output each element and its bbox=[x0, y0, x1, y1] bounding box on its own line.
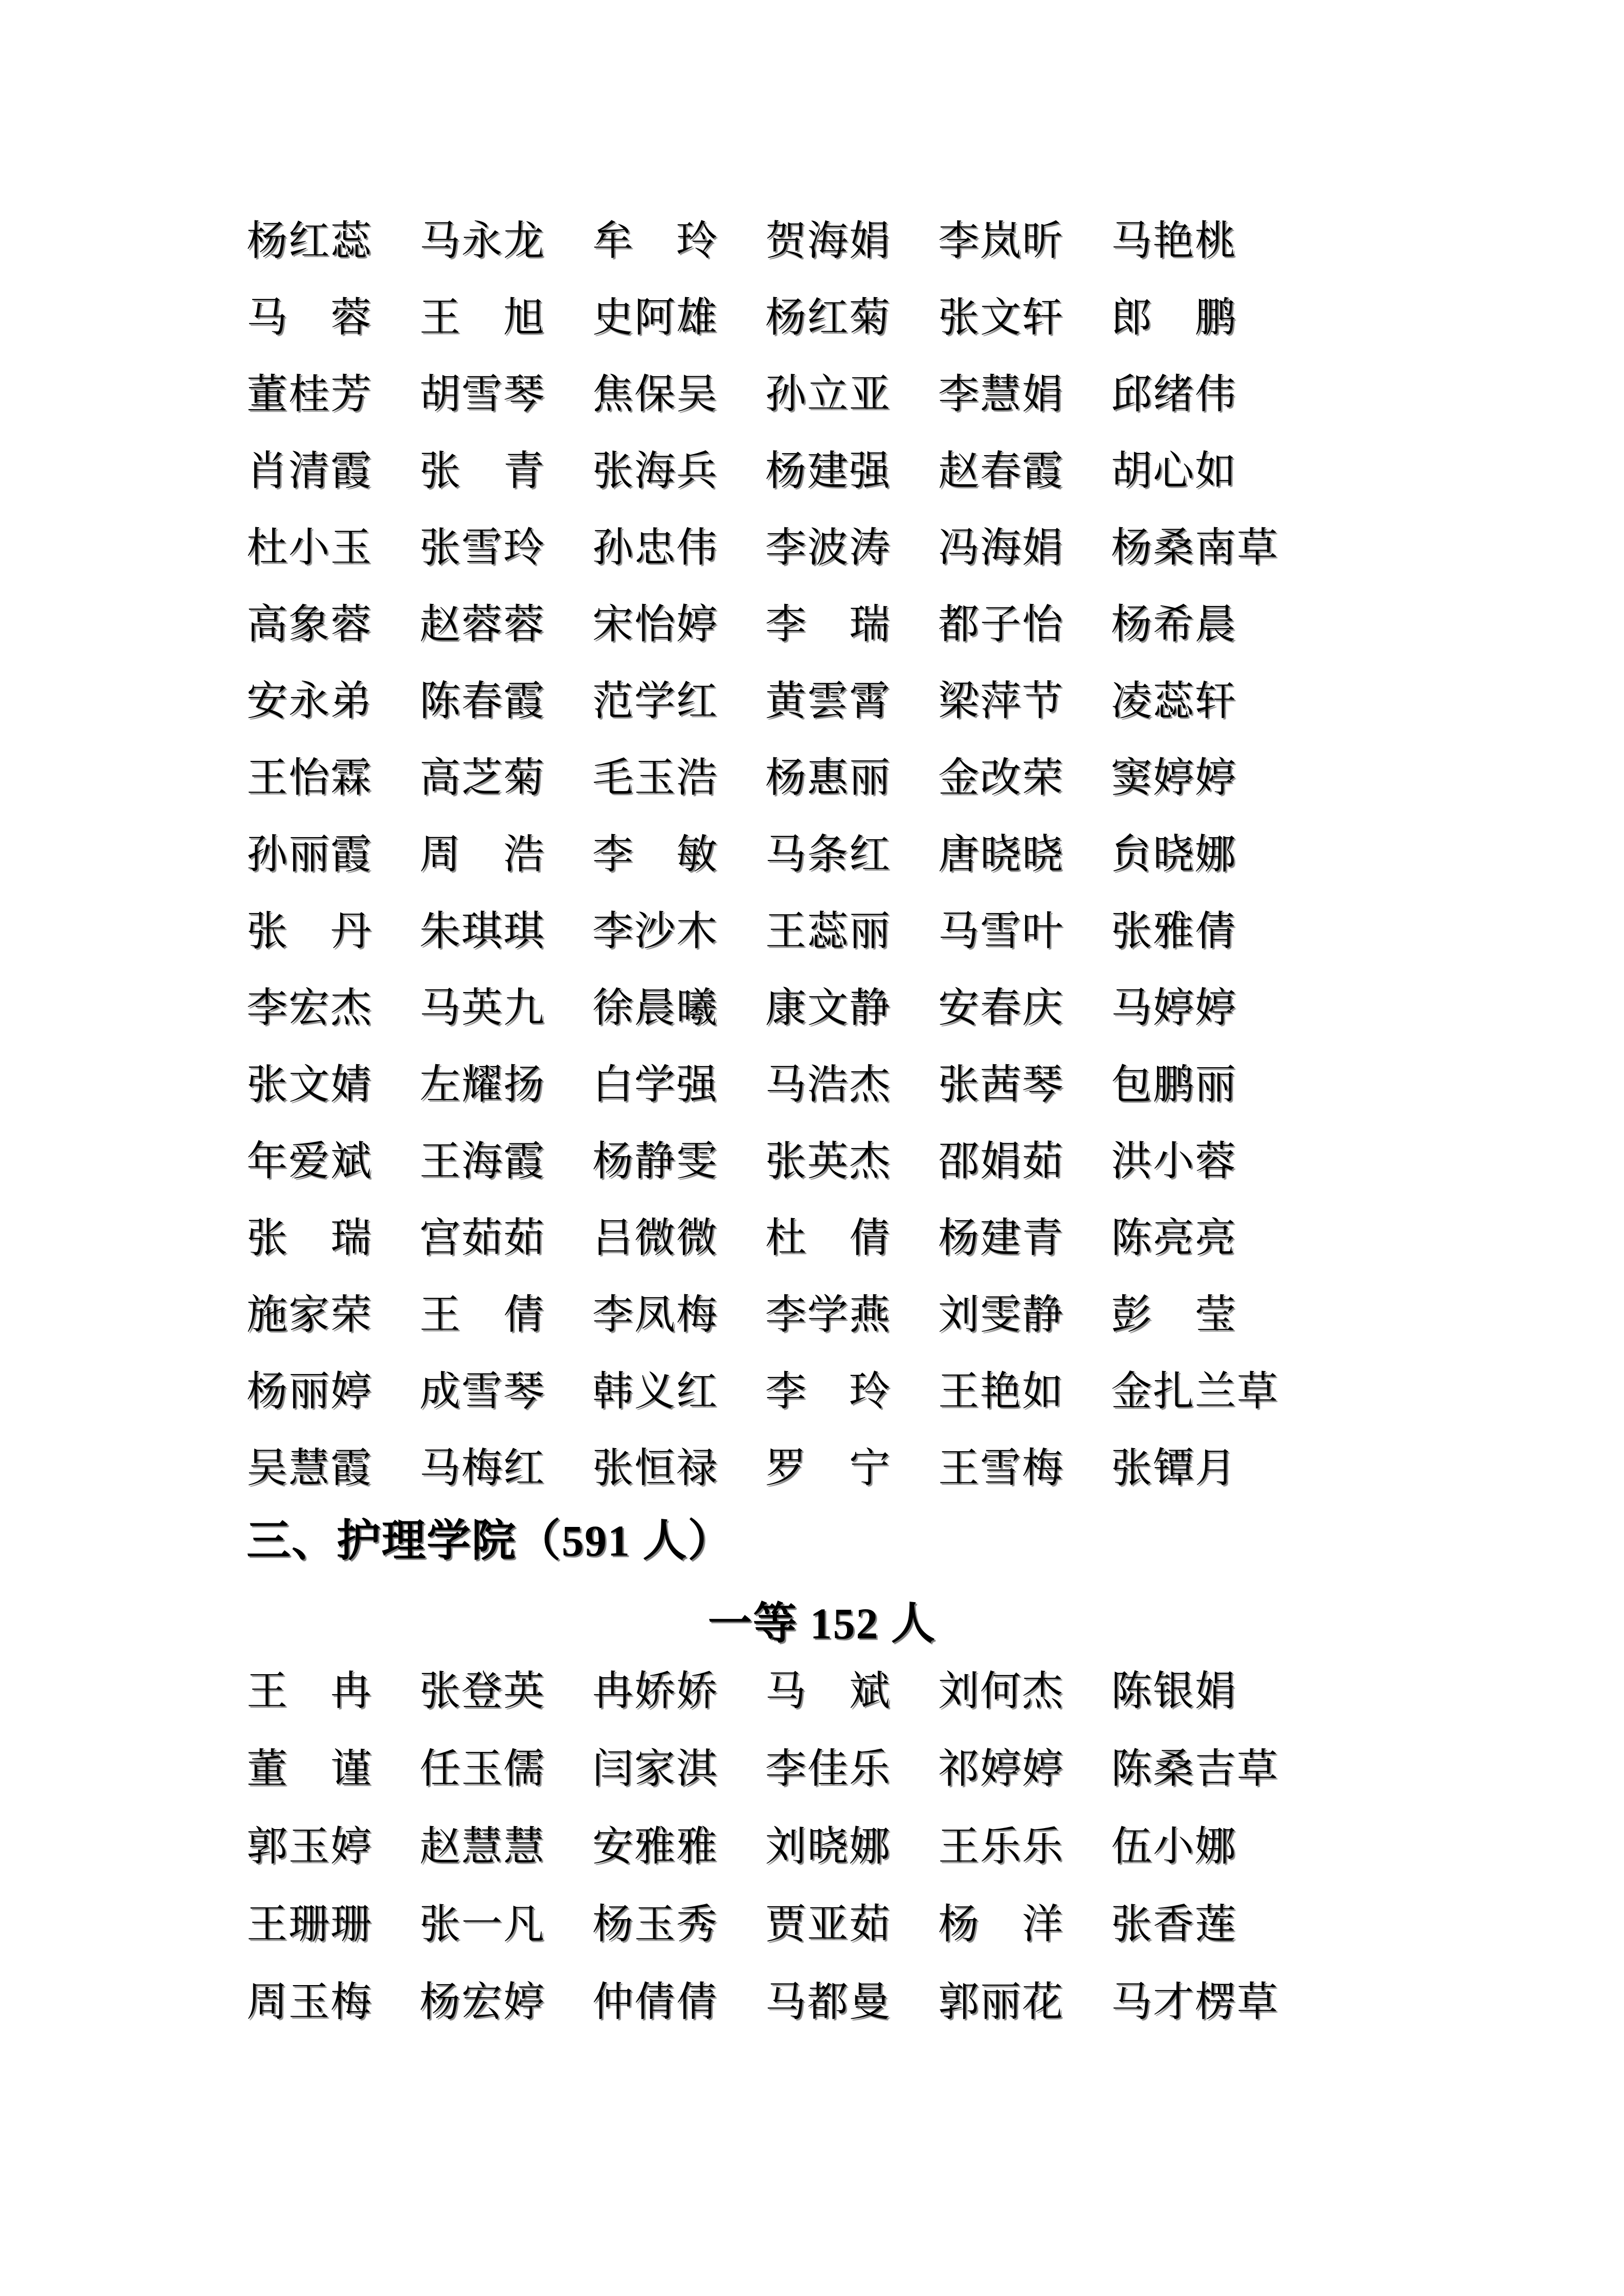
name-cell bbox=[938, 603, 1111, 680]
name-cell bbox=[419, 297, 592, 373]
name-cell bbox=[765, 1981, 938, 2058]
name-cell bbox=[765, 527, 938, 603]
student-name: 王 冉 bbox=[247, 1669, 372, 1714]
name-cell bbox=[592, 680, 765, 757]
name-cell bbox=[1111, 1981, 1284, 2058]
name-cell bbox=[1111, 1748, 1284, 1825]
name-cell bbox=[592, 1903, 765, 1980]
grade-subheading: 一等 152 人 bbox=[708, 1599, 936, 1648]
student-name: 杨静雯 bbox=[592, 1139, 718, 1184]
student-name: 陈桑吉草 bbox=[1111, 1747, 1279, 1792]
student-name: 杨红菊 bbox=[765, 296, 891, 341]
student-name: 马英九 bbox=[419, 986, 545, 1031]
student-name: 闫家淇 bbox=[592, 1747, 718, 1792]
name-cell bbox=[247, 1370, 419, 1447]
name-cell bbox=[419, 1981, 592, 2058]
student-name: 赵蓉蓉 bbox=[419, 602, 545, 647]
name-cell bbox=[938, 757, 1111, 834]
name-cell bbox=[419, 1670, 592, 1747]
student-name: 高象蓉 bbox=[247, 602, 372, 647]
name-cell bbox=[247, 834, 419, 910]
name-cell bbox=[247, 297, 419, 373]
name-cell bbox=[247, 527, 419, 603]
student-name: 张香莲 bbox=[1111, 1902, 1237, 1947]
student-name: 孙忠伟 bbox=[592, 526, 718, 571]
student-name: 刘雯静 bbox=[938, 1293, 1064, 1338]
student-name: 杜 倩 bbox=[765, 1216, 891, 1261]
student-name: 祁婷婷 bbox=[938, 1747, 1064, 1792]
name-cell bbox=[592, 450, 765, 527]
student-name: 肖清霞 bbox=[247, 449, 372, 494]
name-cell bbox=[592, 757, 765, 834]
student-name: 金改荣 bbox=[938, 756, 1064, 801]
name-grid-top bbox=[247, 220, 1284, 1524]
student-name: 张恒禄 bbox=[592, 1446, 718, 1491]
name-cell bbox=[765, 1903, 938, 1980]
name-cell bbox=[938, 450, 1111, 527]
student-name: 韩义红 bbox=[592, 1369, 718, 1414]
student-name: 张英杰 bbox=[765, 1139, 891, 1184]
student-name: 年爱斌 bbox=[247, 1139, 372, 1184]
student-name: 马条红 bbox=[765, 832, 891, 877]
student-name: 任玉儒 bbox=[419, 1747, 545, 1792]
student-name: 金扎兰草 bbox=[1111, 1369, 1279, 1414]
student-name: 都子怡 bbox=[938, 602, 1064, 647]
student-name: 胡雪琴 bbox=[419, 372, 545, 417]
name-cell bbox=[1111, 603, 1284, 680]
name-cell bbox=[419, 910, 592, 987]
name-cell bbox=[1111, 987, 1284, 1064]
student-name: 王乐乐 bbox=[938, 1825, 1064, 1870]
student-name: 李岚昕 bbox=[938, 219, 1064, 264]
student-name: 王 倩 bbox=[419, 1293, 545, 1338]
student-name: 李 玲 bbox=[765, 1369, 891, 1414]
student-name: 张 青 bbox=[419, 449, 545, 494]
name-cell bbox=[419, 1064, 592, 1140]
name-cell bbox=[247, 1447, 419, 1524]
student-name: 马雪叶 bbox=[938, 909, 1064, 954]
student-name: 吕微微 bbox=[592, 1216, 718, 1261]
name-cell bbox=[247, 910, 419, 987]
student-name: 陈亮亮 bbox=[1111, 1216, 1237, 1261]
student-name: 李学燕 bbox=[765, 1293, 891, 1338]
student-name: 牟 玲 bbox=[592, 219, 718, 264]
name-cell bbox=[938, 1981, 1111, 2058]
name-cell bbox=[1111, 1370, 1284, 1447]
student-name: 张 丹 bbox=[247, 909, 372, 954]
student-name: 贺海娟 bbox=[765, 219, 891, 264]
name-cell bbox=[247, 1217, 419, 1294]
student-name: 杨惠丽 bbox=[765, 756, 891, 801]
student-name: 孙立亚 bbox=[765, 372, 891, 417]
name-cell bbox=[247, 220, 419, 297]
student-name: 杨希晨 bbox=[1111, 602, 1237, 647]
name-cell bbox=[419, 220, 592, 297]
name-cell bbox=[592, 603, 765, 680]
student-name: 康文静 bbox=[765, 986, 891, 1031]
name-cell bbox=[592, 834, 765, 910]
name-cell bbox=[765, 603, 938, 680]
name-cell bbox=[765, 1447, 938, 1524]
student-name: 李 敏 bbox=[592, 832, 718, 877]
student-name: 陈春霞 bbox=[419, 679, 545, 724]
name-cell bbox=[247, 1670, 419, 1747]
name-cell bbox=[247, 1903, 419, 1980]
student-name: 黄雲霄 bbox=[765, 679, 891, 724]
student-name: 仲倩倩 bbox=[592, 1980, 718, 2025]
name-cell bbox=[938, 1826, 1111, 1902]
student-name: 刘晓娜 bbox=[765, 1825, 891, 1870]
student-name: 宫茹茹 bbox=[419, 1216, 545, 1261]
student-name: 成雪琴 bbox=[419, 1369, 545, 1414]
student-name: 冉娇娇 bbox=[592, 1669, 718, 1714]
name-cell bbox=[247, 1981, 419, 2058]
student-name: 马永龙 bbox=[419, 219, 545, 264]
student-name: 洪小蓉 bbox=[1111, 1139, 1237, 1184]
name-cell bbox=[1111, 1064, 1284, 1140]
name-cell bbox=[247, 1826, 419, 1902]
student-name: 杨 洋 bbox=[938, 1902, 1064, 1947]
name-cell bbox=[419, 1294, 592, 1370]
student-name: 马 斌 bbox=[765, 1669, 891, 1714]
name-cell bbox=[419, 1217, 592, 1294]
student-name: 马浩杰 bbox=[765, 1063, 891, 1108]
student-name: 张一凡 bbox=[419, 1902, 545, 1947]
student-name: 杨红蕊 bbox=[247, 219, 372, 264]
student-name: 王蕊丽 bbox=[765, 909, 891, 954]
name-cell bbox=[765, 680, 938, 757]
name-cell bbox=[592, 1981, 765, 2058]
name-cell bbox=[938, 834, 1111, 910]
name-cell bbox=[592, 1217, 765, 1294]
name-cell bbox=[247, 987, 419, 1064]
student-name: 焦保吴 bbox=[592, 372, 718, 417]
name-cell bbox=[765, 1670, 938, 1747]
student-name: 朱琪琪 bbox=[419, 909, 545, 954]
name-cell bbox=[938, 1370, 1111, 1447]
student-name: 杨建强 bbox=[765, 449, 891, 494]
name-cell bbox=[1111, 1294, 1284, 1370]
name-cell bbox=[938, 987, 1111, 1064]
student-name: 贠晓娜 bbox=[1111, 832, 1237, 877]
student-name: 马梅红 bbox=[419, 1446, 545, 1491]
name-cell bbox=[247, 1064, 419, 1140]
name-cell bbox=[419, 834, 592, 910]
name-cell bbox=[419, 1748, 592, 1825]
name-cell bbox=[765, 373, 938, 450]
student-name: 马才楞草 bbox=[1111, 1980, 1279, 2025]
name-cell bbox=[1111, 1826, 1284, 1902]
name-cell bbox=[765, 1826, 938, 1902]
student-name: 高芝菊 bbox=[419, 756, 545, 801]
student-name: 刘何杰 bbox=[938, 1669, 1064, 1714]
student-name: 李凤梅 bbox=[592, 1293, 718, 1338]
student-name: 马都曼 bbox=[765, 1980, 891, 2025]
name-cell bbox=[938, 527, 1111, 603]
name-cell bbox=[765, 1217, 938, 1294]
name-cell bbox=[1111, 1217, 1284, 1294]
student-name: 张文轩 bbox=[938, 296, 1064, 341]
name-cell bbox=[247, 680, 419, 757]
name-cell bbox=[1111, 1903, 1284, 1980]
name-cell bbox=[938, 910, 1111, 987]
name-cell bbox=[1111, 910, 1284, 987]
student-name: 郭玉婷 bbox=[247, 1825, 372, 1870]
name-cell bbox=[247, 1748, 419, 1825]
section-heading: 三、护理学院（591 人） bbox=[247, 1516, 733, 1565]
student-name: 左耀扬 bbox=[419, 1063, 545, 1108]
student-name: 邵娟茹 bbox=[938, 1139, 1064, 1184]
student-name: 董 谨 bbox=[247, 1747, 372, 1792]
name-cell bbox=[765, 1748, 938, 1825]
name-cell bbox=[938, 1447, 1111, 1524]
name-cell bbox=[419, 1826, 592, 1902]
name-cell bbox=[419, 987, 592, 1064]
name-cell bbox=[1111, 527, 1284, 603]
student-name: 徐晨曦 bbox=[592, 986, 718, 1031]
name-cell bbox=[419, 527, 592, 603]
student-name: 唐晓晓 bbox=[938, 832, 1064, 877]
name-cell bbox=[1111, 834, 1284, 910]
student-name: 王怡霖 bbox=[247, 756, 372, 801]
name-cell bbox=[247, 1294, 419, 1370]
name-cell bbox=[1111, 680, 1284, 757]
name-cell bbox=[592, 987, 765, 1064]
name-cell bbox=[938, 1294, 1111, 1370]
student-name: 吴慧霞 bbox=[247, 1446, 372, 1491]
student-name: 赵春霞 bbox=[938, 449, 1064, 494]
student-name: 安雅雅 bbox=[592, 1825, 718, 1870]
name-cell bbox=[1111, 297, 1284, 373]
name-cell bbox=[765, 910, 938, 987]
name-cell bbox=[247, 450, 419, 527]
student-name: 张雪玲 bbox=[419, 526, 545, 571]
student-name: 李宏杰 bbox=[247, 986, 372, 1031]
name-cell bbox=[765, 1140, 938, 1217]
name-cell bbox=[592, 373, 765, 450]
name-cell bbox=[592, 1064, 765, 1140]
student-name: 施家荣 bbox=[247, 1293, 372, 1338]
student-name: 郭丽花 bbox=[938, 1980, 1064, 2025]
student-name: 周玉梅 bbox=[247, 1980, 372, 2025]
student-name: 李波涛 bbox=[765, 526, 891, 571]
name-cell bbox=[765, 1294, 938, 1370]
name-cell bbox=[592, 1294, 765, 1370]
name-cell bbox=[592, 1748, 765, 1825]
name-cell bbox=[938, 1670, 1111, 1747]
student-name: 窦婷婷 bbox=[1111, 756, 1237, 801]
student-name: 周 浩 bbox=[419, 832, 545, 877]
student-name: 王雪梅 bbox=[938, 1446, 1064, 1491]
name-cell bbox=[938, 1064, 1111, 1140]
name-cell bbox=[1111, 757, 1284, 834]
name-cell bbox=[592, 1447, 765, 1524]
student-name: 胡心如 bbox=[1111, 449, 1237, 494]
name-cell bbox=[938, 1217, 1111, 1294]
student-name: 李沙木 bbox=[592, 909, 718, 954]
student-name: 史阿雄 bbox=[592, 296, 718, 341]
student-name: 马 蓉 bbox=[247, 296, 372, 341]
student-name: 毛玉浩 bbox=[592, 756, 718, 801]
student-name: 张 瑞 bbox=[247, 1216, 372, 1261]
name-cell bbox=[592, 220, 765, 297]
student-name: 伍小娜 bbox=[1111, 1825, 1237, 1870]
student-name: 彭 莹 bbox=[1111, 1293, 1237, 1338]
student-name: 张镡月 bbox=[1111, 1446, 1237, 1491]
student-name: 杜小玉 bbox=[247, 526, 372, 571]
student-name: 张茜琴 bbox=[938, 1063, 1064, 1108]
name-cell bbox=[419, 603, 592, 680]
name-cell bbox=[419, 1447, 592, 1524]
name-cell bbox=[938, 1140, 1111, 1217]
student-name: 陈银娟 bbox=[1111, 1669, 1237, 1714]
student-name: 罗 宁 bbox=[765, 1446, 891, 1491]
student-name: 张登英 bbox=[419, 1669, 545, 1714]
name-cell bbox=[765, 297, 938, 373]
name-grid-nursing-first-class bbox=[247, 1670, 1284, 2059]
student-name: 张海兵 bbox=[592, 449, 718, 494]
name-cell bbox=[1111, 1140, 1284, 1217]
name-cell bbox=[938, 680, 1111, 757]
student-name: 孙丽霞 bbox=[247, 832, 372, 877]
student-name: 李佳乐 bbox=[765, 1747, 891, 1792]
student-name: 马艳桃 bbox=[1111, 219, 1237, 264]
student-name: 王艳如 bbox=[938, 1369, 1064, 1414]
student-name: 王海霞 bbox=[419, 1139, 545, 1184]
student-name: 杨建青 bbox=[938, 1216, 1064, 1261]
student-name: 杨丽婷 bbox=[247, 1369, 372, 1414]
student-name: 安永弟 bbox=[247, 679, 372, 724]
name-cell bbox=[592, 297, 765, 373]
student-name: 郎 鹏 bbox=[1111, 296, 1237, 341]
student-name: 安春庆 bbox=[938, 986, 1064, 1031]
student-name: 宋怡婷 bbox=[592, 602, 718, 647]
name-cell bbox=[1111, 373, 1284, 450]
name-cell bbox=[938, 297, 1111, 373]
student-name: 杨桑南草 bbox=[1111, 526, 1279, 571]
student-name: 凌蕊轩 bbox=[1111, 679, 1237, 724]
name-cell bbox=[419, 1140, 592, 1217]
name-cell bbox=[1111, 220, 1284, 297]
student-name: 李 瑞 bbox=[765, 602, 891, 647]
name-cell bbox=[592, 1140, 765, 1217]
student-name: 冯海娟 bbox=[938, 526, 1064, 571]
name-cell bbox=[592, 1370, 765, 1447]
name-cell bbox=[938, 1903, 1111, 1980]
name-cell bbox=[1111, 450, 1284, 527]
name-cell bbox=[247, 1140, 419, 1217]
name-cell bbox=[1111, 1670, 1284, 1747]
student-name: 范学红 bbox=[592, 679, 718, 724]
student-name: 包鹏丽 bbox=[1111, 1063, 1237, 1108]
student-name: 杨宏婷 bbox=[419, 1980, 545, 2025]
name-cell bbox=[592, 1826, 765, 1902]
student-name: 王珊珊 bbox=[247, 1902, 372, 1947]
name-cell bbox=[765, 220, 938, 297]
name-cell bbox=[247, 373, 419, 450]
name-cell bbox=[765, 834, 938, 910]
name-cell bbox=[592, 527, 765, 603]
student-name: 杨玉秀 bbox=[592, 1902, 718, 1947]
name-cell bbox=[938, 1748, 1111, 1825]
name-cell bbox=[1111, 1447, 1284, 1524]
name-cell bbox=[247, 603, 419, 680]
name-cell bbox=[765, 1370, 938, 1447]
name-cell bbox=[765, 757, 938, 834]
student-name: 王 旭 bbox=[419, 296, 545, 341]
name-cell bbox=[419, 1903, 592, 1980]
student-name: 白学强 bbox=[592, 1063, 718, 1108]
name-cell bbox=[938, 220, 1111, 297]
name-cell bbox=[765, 450, 938, 527]
name-cell bbox=[419, 373, 592, 450]
name-cell bbox=[419, 757, 592, 834]
student-name: 张文婧 bbox=[247, 1063, 372, 1108]
name-cell bbox=[419, 680, 592, 757]
name-cell bbox=[592, 1670, 765, 1747]
student-name: 马婷婷 bbox=[1111, 986, 1237, 1031]
student-name: 梁萍节 bbox=[938, 679, 1064, 724]
name-cell bbox=[592, 910, 765, 987]
name-cell bbox=[765, 1064, 938, 1140]
student-name: 邱绪伟 bbox=[1111, 372, 1237, 417]
student-name: 李慧娟 bbox=[938, 372, 1064, 417]
name-cell bbox=[419, 450, 592, 527]
name-cell bbox=[938, 373, 1111, 450]
student-name: 张雅倩 bbox=[1111, 909, 1237, 954]
student-name: 赵慧慧 bbox=[419, 1825, 545, 1870]
student-name: 董桂芳 bbox=[247, 372, 372, 417]
name-cell bbox=[419, 1370, 592, 1447]
name-cell bbox=[765, 987, 938, 1064]
student-name: 贾亚茹 bbox=[765, 1902, 891, 1947]
name-cell bbox=[247, 757, 419, 834]
